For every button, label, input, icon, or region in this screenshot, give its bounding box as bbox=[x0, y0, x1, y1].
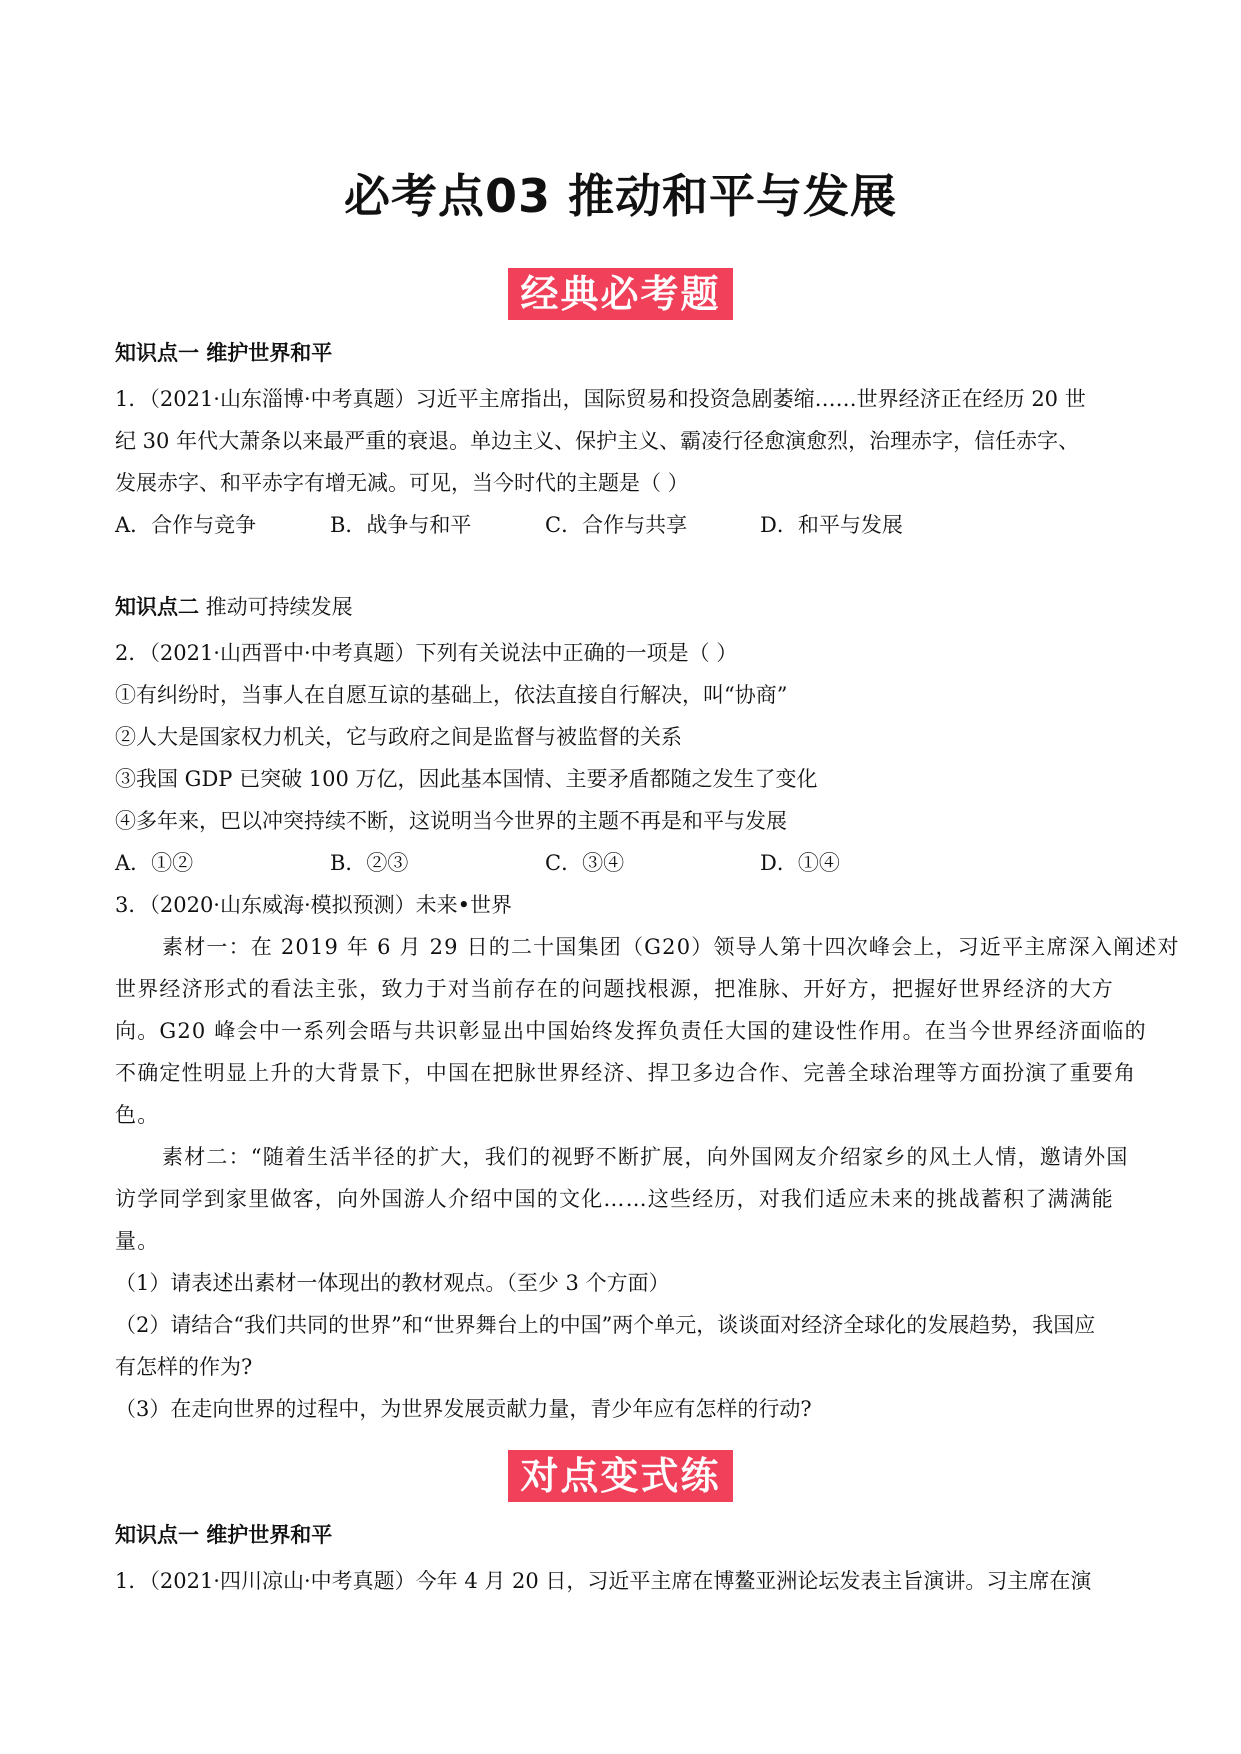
q3-stem: 3．（2020·山东威海·模拟预测）未来•世界 bbox=[115, 893, 513, 917]
section-heading-3: 知识点一 维护世界和平 bbox=[115, 1523, 333, 1547]
q2-option-b: B．②③ bbox=[330, 851, 409, 875]
material1-line-2: 世界经济形式的看法主张，致力于对当前存在的问题找根源，把准脉、开好方，把握好世界经济的大方 bbox=[115, 977, 1114, 1001]
q3-subq-3: （3）在走向世界的过程中，为世界发展贡献力量，青少年应有怎样的行动? bbox=[115, 1397, 812, 1421]
q1-option-a: A．合作与竞争 bbox=[115, 513, 257, 537]
material1-line-1: 素材一：在 2019 年 6 月 29 日的二十国集团（G20）领导人第十四次峰会上，习近平主席深入阐述对 bbox=[162, 935, 1180, 959]
material1-line-3: 向。G20 峰会中一系列会晤与共识彰显出中国始终发挥负责任大国的建设性作用。在当今世界经济面临的 bbox=[115, 1019, 1147, 1043]
q1-option-d: D．和平与发展 bbox=[760, 513, 903, 537]
banner-practice bbox=[0, 1450, 1241, 1502]
q1-option-b: B．战争与和平 bbox=[330, 513, 472, 537]
q2-item-4: ④多年来，巴以冲突持续不断，这说明当今世界的主题不再是和平与发展 bbox=[115, 809, 787, 833]
q3-subq-2: （2）请结合“我们共同的世界”和“世界舞台上的中国”两个单元，谈谈面对经济全球化的发展趋势，我国应 bbox=[115, 1313, 1096, 1337]
q2-option-a: A．①② bbox=[115, 851, 194, 875]
q2-item-2: ②人大是国家权力机关，它与政府之间是监督与被监督的关系 bbox=[115, 725, 682, 749]
practice-q1-line-1: 1．（2021·四川凉山·中考真题）今年 4 月 20 日，习近平主席在博鳌亚洲论坛发表主旨演讲。习主席在演 bbox=[115, 1569, 1092, 1593]
material2-line-2: 访学同学到家里做客，向外国游人介绍中国的文化……这些经历，对我们适应未来的挑战蓄积了满满能 bbox=[115, 1187, 1114, 1211]
section-heading-1: 知识点一 维护世界和平 bbox=[115, 341, 333, 365]
material1-line-5: 色。 bbox=[115, 1103, 160, 1127]
page-title: 必考点03 推动和平与发展 bbox=[343, 169, 898, 223]
banner-classic-label: 经典必考题 bbox=[508, 268, 732, 320]
q1-option-c: C．合作与共享 bbox=[545, 513, 688, 537]
material2-line-1: 素材二：“随着生活半径的扩大，我们的视野不断扩展，向外国网友介绍家乡的风土人情，邀请外国 bbox=[162, 1145, 1129, 1169]
q3-subq-1: （1）请表述出素材一体现出的教材观点。（至少 3 个方面） bbox=[115, 1271, 670, 1295]
q1-line-1: 1．（2021·山东淄博·中考真题）习近平主席指出，国际贸易和投资急剧萎缩……世界经济正在经历 20 世 bbox=[115, 387, 1086, 411]
q1-line-2: 纪 30 年代大萧条以来最严重的衰退。单边主义、保护主义、霸凌行径愈演愈烈，治理赤字，信任赤字、 bbox=[115, 429, 1080, 453]
q2-option-c: C．③④ bbox=[545, 851, 625, 875]
q2-stem: 2．（2021·山西晋中·中考真题）下列有关说法中正确的一项是（ ） bbox=[115, 641, 738, 665]
section-heading-2-label: 知识点二 bbox=[115, 595, 199, 619]
section-heading-2-text: 推动可持续发展 bbox=[199, 595, 353, 619]
q1-line-3: 发展赤字、和平赤字有增无减。可见，当今时代的主题是（ ） bbox=[115, 471, 689, 495]
banner-classic bbox=[0, 268, 1241, 320]
section-heading-2 bbox=[115, 592, 353, 622]
q2-item-3: ③我国 GDP 已突破 100 万亿，因此基本国情、主要矛盾都随之发生了变化 bbox=[115, 767, 818, 791]
material1-line-4: 不确定性明显上升的大背景下，中国在把脉世界经济、捍卫多边合作、完善全球治理等方面扮演了重要角 bbox=[115, 1061, 1137, 1085]
material2-line-3: 量。 bbox=[115, 1229, 160, 1253]
q3-subq-2-cont: 有怎样的作为? bbox=[115, 1355, 253, 1379]
banner-practice-label: 对点变式练 bbox=[508, 1450, 732, 1502]
q2-option-d: D．①④ bbox=[760, 851, 840, 875]
q2-item-1: ①有纠纷时，当事人在自愿互谅的基础上，依法直接自行解决，叫“协商” bbox=[115, 683, 788, 707]
